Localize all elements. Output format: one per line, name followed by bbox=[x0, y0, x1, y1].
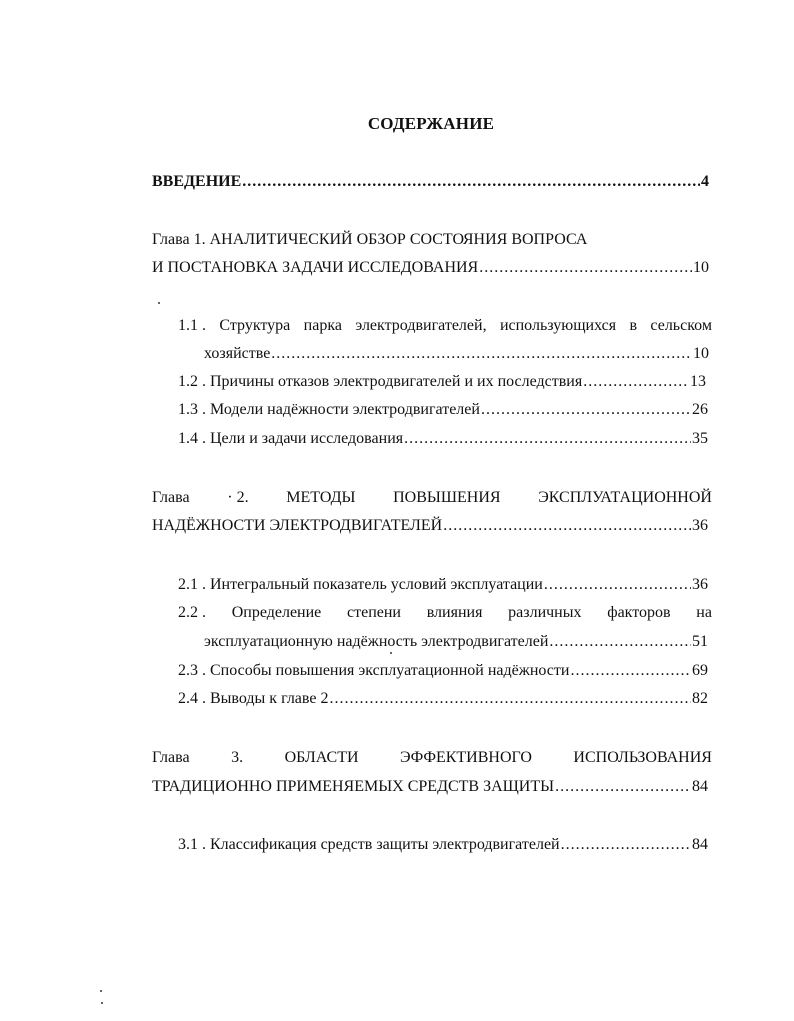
word: ЭФФЕКТИВНОГО bbox=[400, 749, 532, 766]
word: степени bbox=[347, 604, 401, 621]
toc-page-number: 10 bbox=[693, 345, 709, 362]
toc-entry-intro bbox=[152, 172, 709, 192]
leader-dots bbox=[544, 575, 691, 595]
toc-section-1-1-cont bbox=[204, 344, 709, 364]
toc-entry-label: НАДЁЖНОСТИ ЭЛЕКТРОДВИГАТЕЛЕЙ bbox=[152, 517, 443, 534]
toc-entry-label: И ПОСТАНОВКА ЗАДАЧИ ИССЛЕДОВАНИЯ bbox=[152, 259, 479, 276]
leader-dots bbox=[329, 689, 691, 709]
word: сельском bbox=[650, 317, 712, 334]
scan-speck bbox=[100, 990, 102, 992]
toc-section-3-1 bbox=[178, 835, 708, 855]
toc-entry-label: 2.4 . Выводы к главе 2 bbox=[178, 690, 329, 707]
word: использующихся bbox=[499, 317, 617, 334]
word: различных bbox=[508, 604, 582, 621]
toc-page-number: 69 bbox=[692, 662, 708, 679]
word: парка bbox=[303, 317, 342, 334]
toc-section-1-1 bbox=[178, 316, 712, 336]
toc-entry-label: эксплуатационную надёжность электродвигателей bbox=[204, 633, 549, 650]
toc-entry-label: 3.1 . Классификация средств защиты электродвигателей bbox=[178, 836, 560, 853]
toc-entry-label: 1.3 . Модели надёжности электродвигателей bbox=[178, 401, 480, 418]
toc-section-2-4 bbox=[178, 689, 708, 709]
toc-chapter-3-line2 bbox=[152, 777, 708, 797]
section-number: 2.2 . bbox=[178, 604, 206, 621]
word: Определение bbox=[231, 604, 322, 621]
toc-chapter-1-line2 bbox=[152, 258, 709, 278]
toc-section-2-2-cont bbox=[204, 632, 708, 652]
toc-page-number: 35 bbox=[692, 430, 708, 447]
toc-page-number: 84 bbox=[692, 778, 708, 795]
toc-entry-label: Глава 1. АНАЛИТИЧЕСКИЙ ОБЗОР СОСТОЯНИЯ ВОПРОСА bbox=[152, 231, 588, 248]
toc-entry-label: 2.1 . Интегральный показатель условий эксплуатации bbox=[178, 576, 543, 593]
word: ОБЛАСТИ bbox=[284, 749, 359, 766]
toc-page-number: 36 bbox=[692, 576, 708, 593]
word: ЭКСПЛУАТАЦИОННОЙ bbox=[538, 489, 712, 506]
leader-dots bbox=[443, 516, 691, 536]
toc-section-2-3 bbox=[178, 661, 708, 681]
word: Глава bbox=[152, 489, 190, 506]
toc-entry-label: 2.3 . Способы повышения эксплуатационной надёжности bbox=[178, 662, 570, 679]
leader-dots bbox=[549, 632, 691, 652]
toc-section-2-2 bbox=[178, 603, 712, 623]
word: Структура bbox=[219, 317, 291, 334]
word: МЕТОДЫ bbox=[286, 489, 356, 506]
toc-page-number: 82 bbox=[692, 690, 708, 707]
page-title: СОДЕРЖАНИЕ bbox=[367, 114, 495, 133]
toc-section-1-4 bbox=[178, 429, 708, 449]
leader-dots bbox=[570, 661, 691, 681]
scan-speck bbox=[158, 302, 160, 304]
toc-chapter-2-line1 bbox=[152, 488, 712, 508]
toc-entry-label: 1.4 . Цели и задачи исследования bbox=[178, 430, 404, 447]
leader-dots bbox=[271, 344, 692, 364]
toc-page-number: 10 bbox=[693, 259, 709, 276]
toc-section-1-2 bbox=[178, 372, 706, 392]
section-number: 1.1 . bbox=[178, 317, 206, 334]
toc-page-number: 26 bbox=[692, 401, 708, 418]
toc-entry-label: 1.2 . Причины отказов электродвигателей и их последствия bbox=[178, 373, 583, 390]
toc-page-number: 84 bbox=[692, 836, 708, 853]
toc-chapter-2-line2 bbox=[152, 516, 708, 536]
toc-section-1-3 bbox=[178, 400, 708, 420]
toc-entry-label: ТРАДИЦИОННО ПРИМЕНЯЕМЫХ СРЕДСТВ ЗАЩИТЫ bbox=[152, 778, 555, 795]
leader-dots bbox=[404, 429, 691, 449]
leader-dots bbox=[583, 372, 689, 392]
scan-speck bbox=[101, 1002, 103, 1004]
word: ПОВЫШЕНИЯ bbox=[393, 489, 501, 506]
word: 3. bbox=[231, 749, 244, 766]
leader-dots bbox=[481, 400, 691, 420]
toc-page-number: 51 bbox=[692, 633, 708, 650]
word: факторов bbox=[607, 604, 671, 621]
word: электродвигателей, bbox=[355, 317, 487, 334]
leader-dots bbox=[479, 258, 692, 278]
toc-entry-label: хозяйстве bbox=[204, 345, 271, 362]
scan-speck bbox=[390, 652, 392, 654]
word: ИСПОЛЬЗОВАНИЯ bbox=[573, 749, 712, 766]
toc-entry-label: ВВЕДЕНИЕ bbox=[152, 173, 242, 190]
toc-section-2-1 bbox=[178, 575, 708, 595]
leader-dots bbox=[242, 172, 700, 192]
toc-chapter-3-line1 bbox=[152, 748, 712, 768]
word: в bbox=[629, 317, 638, 334]
word: Глава bbox=[152, 749, 190, 766]
toc-chapter-1-line1 bbox=[152, 230, 712, 250]
word: · 2. bbox=[227, 489, 249, 506]
toc-page-number: 4 bbox=[701, 173, 709, 190]
word: на bbox=[696, 604, 712, 621]
leader-dots bbox=[555, 777, 691, 797]
word: влияния bbox=[426, 604, 483, 621]
toc-page-number: 13 bbox=[690, 373, 706, 390]
toc-page-number: 36 bbox=[692, 517, 708, 534]
leader-dots bbox=[561, 835, 691, 855]
